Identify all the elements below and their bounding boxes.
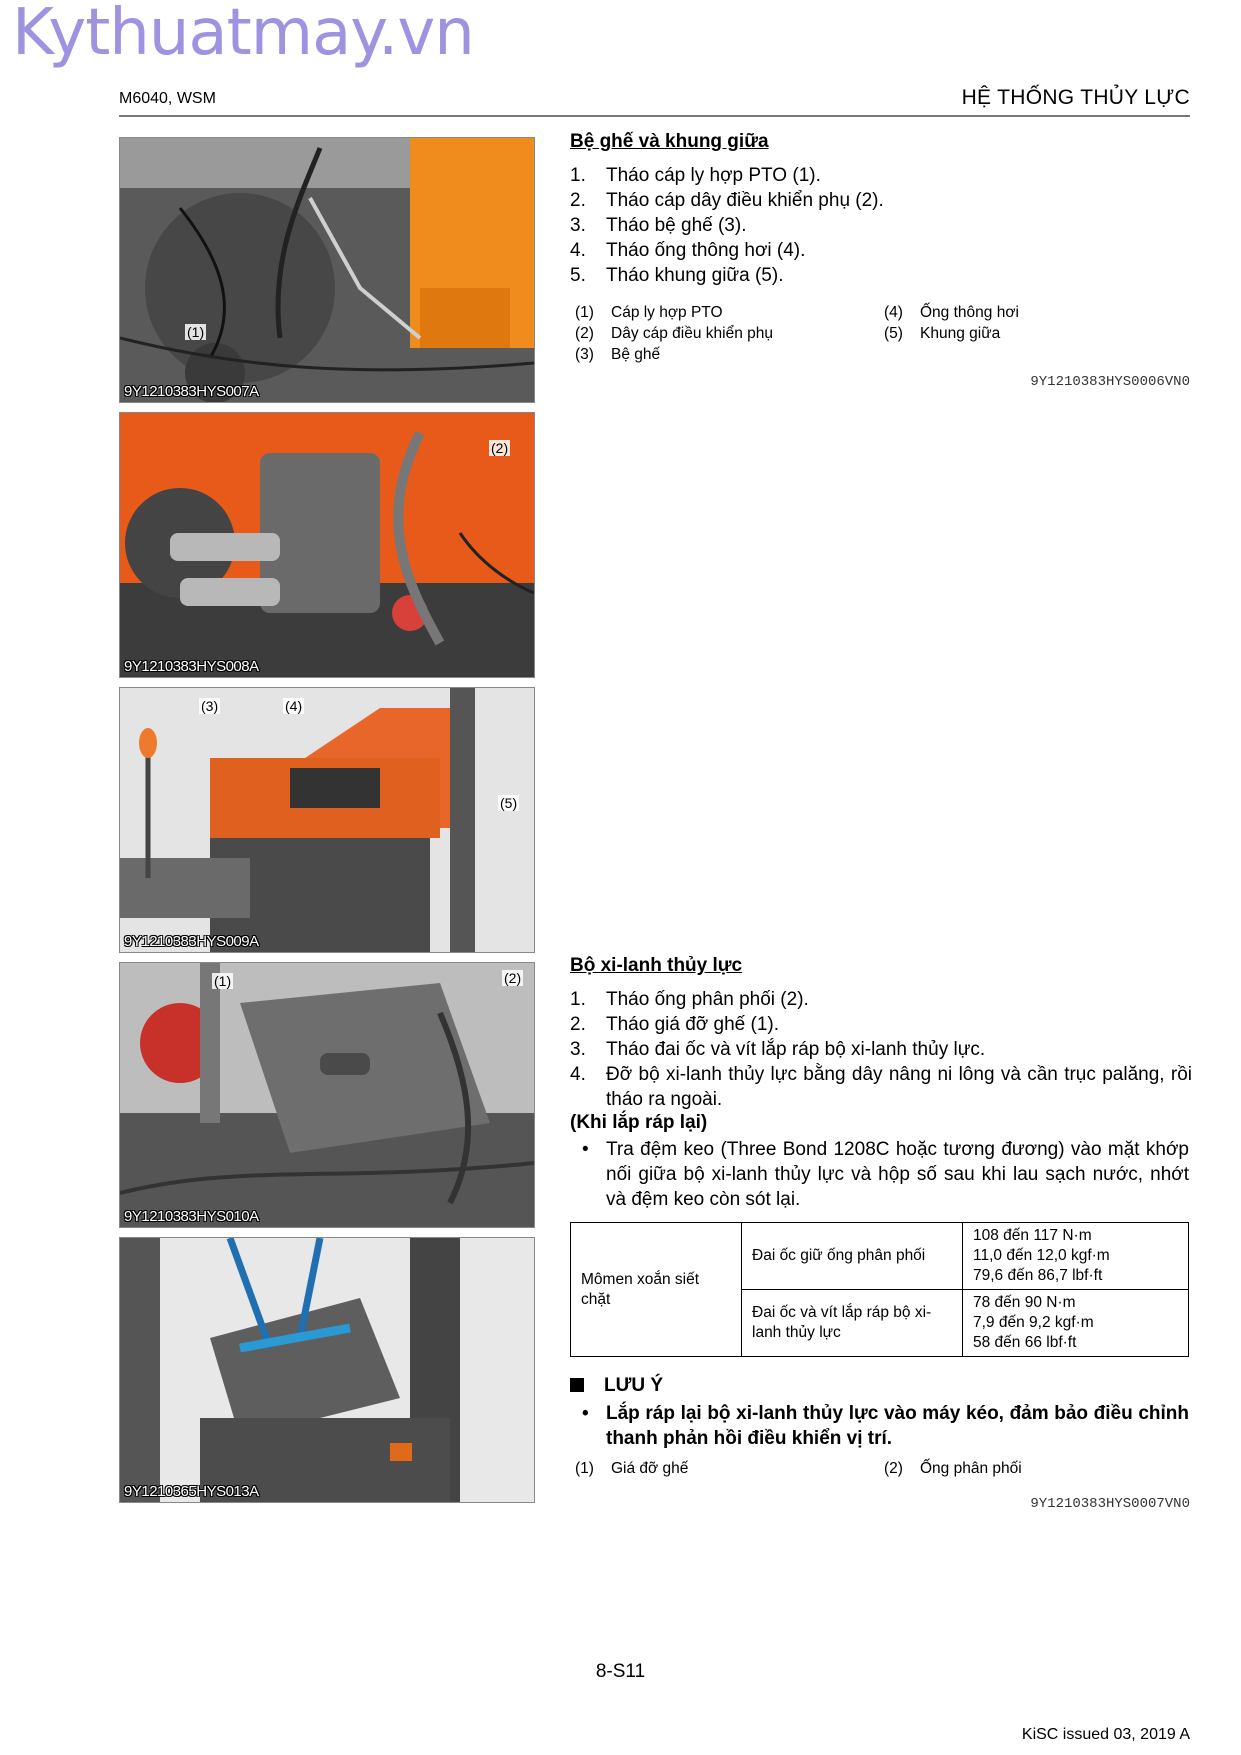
section-heading: HỆ THỐNG THỦY LỰC: [961, 86, 1190, 109]
step-item: 1. Tháo ống phân phối (2).: [570, 989, 809, 1010]
page-number: 8-S11: [595, 1661, 646, 1682]
watermark-logo: Kythuatmay.vn: [12, 0, 474, 70]
photo-seat-frame: [119, 687, 535, 953]
callout-4: (4): [285, 698, 303, 714]
square-bullet-icon: [570, 1378, 584, 1392]
legend-item: (2) Dây cáp điều khiển phụ: [575, 325, 774, 342]
legend-item: (2) Ống phân phối: [884, 1460, 1022, 1477]
step-item: 2. Tháo giá đỡ ghế (1).: [570, 1014, 780, 1035]
reassembly-title: (Khi lắp ráp lại): [570, 1112, 708, 1133]
model-label: M6040, WSM: [119, 90, 216, 107]
callout-1: (1): [187, 324, 205, 340]
photo-cylinder-hoist: [119, 1237, 535, 1503]
torque-label: Mômen xoắn siết chặt: [571, 1223, 742, 1357]
callout-2: (2): [504, 970, 522, 986]
footer-issue: KiSC issued 03, 2019 A: [1021, 1726, 1190, 1743]
legend-item: (5) Khung giữa: [884, 325, 1001, 342]
callout-2: (2): [491, 440, 509, 456]
torque-item: Đai ốc và vít lắp ráp bộ xi-lanh thủy lực: [742, 1290, 963, 1357]
step-item: 4. Tháo ống thông hơi (4).: [570, 240, 806, 261]
photo-caption: 9Y1210365HYS013A: [124, 1483, 259, 1500]
legend-item: (1) Giá đỡ ghế: [575, 1460, 689, 1477]
section1-legend-left: [575, 302, 773, 365]
photo-control-cable: [119, 412, 535, 678]
legend-item: (1) Cáp ly hợp PTO: [575, 304, 723, 321]
photo-cylinder-top: [119, 962, 535, 1228]
photo-seat-frame-image: [120, 688, 534, 952]
photo-control-cable-image: [120, 413, 534, 677]
note-title: LƯU Ý: [570, 1375, 663, 1397]
section1-title: Bệ ghế và khung giữa: [570, 131, 769, 152]
photo-caption: 9Y1210383HYS010A: [124, 1208, 259, 1225]
section2-title: Bộ xi-lanh thủy lực: [570, 955, 743, 976]
callout-3: (3): [201, 698, 219, 714]
photo-cylinder-top-image: [120, 963, 534, 1227]
reassembly-bullet: • Tra đệm keo (Three Bond 1208C hoặc tương đương) vào mặt khớp nối giữa bộ xi-lanh thủy lực và hộp số sau khi lau sạch nước, nhớt và đệm keo còn sót lại.: [582, 1139, 1189, 1210]
section2-legend-left: [575, 1458, 688, 1479]
photo-caption: 9Y1210383HYS007A: [124, 383, 259, 400]
photo-cylinder-hoist-image: [120, 1238, 534, 1502]
photo-pto-cable: [119, 137, 535, 403]
section1-code: 9Y1210383HYS0006VN0: [1030, 374, 1190, 390]
step-item: 4. Đỡ bộ xi-lanh thủy lực bằng dây nâng ni lông và cần trục palăng, rồi tháo ra ngoài.: [570, 1064, 1192, 1110]
section1-legend-right: [884, 302, 1019, 344]
photo-caption: 9Y1210383HYS009A: [124, 933, 259, 950]
legend-item: (4) Ống thông hơi: [884, 304, 1019, 321]
torque-values: 108 đến 117 N·m 11,0 đến 12,0 kgf·m 79,6 đến 86,7 lbf·ft: [963, 1223, 1189, 1290]
step-item: 2. Tháo cáp dây điều khiển phụ (2).: [570, 190, 884, 211]
section2-legend-right: [884, 1458, 1022, 1479]
photo-pto-cable-image: [120, 138, 534, 402]
step-item: 1. Tháo cáp ly hợp PTO (1).: [570, 165, 821, 186]
torque-values: 78 đến 90 N·m 7,9 đến 9,2 kgf·m 58 đến 66 lbf·ft: [963, 1290, 1189, 1357]
step-item: 3. Tháo đai ốc và vít lắp ráp bộ xi-lanh thủy lực.: [570, 1039, 986, 1060]
photo-caption: 9Y1210383HYS008A: [124, 658, 259, 675]
section2-steps: [570, 987, 1192, 1112]
torque-table: [570, 1222, 1189, 1357]
section1-steps: [570, 163, 1192, 288]
legend-item: (3) Bệ ghế: [575, 346, 661, 363]
torque-item: Đai ốc giữ ống phân phối: [742, 1223, 963, 1290]
header-rule: [119, 115, 1190, 117]
step-item: 5. Tháo khung giữa (5).: [570, 265, 784, 286]
section2-code: 9Y1210383HYS0007VN0: [1030, 1496, 1190, 1512]
callout-5: (5): [500, 795, 518, 811]
note-bullet: • Lắp ráp lại bộ xi-lanh thủy lực vào máy kéo, đảm bảo điều chỉnh thanh phản hồi điều khiển vị trí.: [582, 1403, 1189, 1449]
callout-1: (1): [214, 973, 232, 989]
step-item: 3. Tháo bệ ghế (3).: [570, 215, 747, 236]
